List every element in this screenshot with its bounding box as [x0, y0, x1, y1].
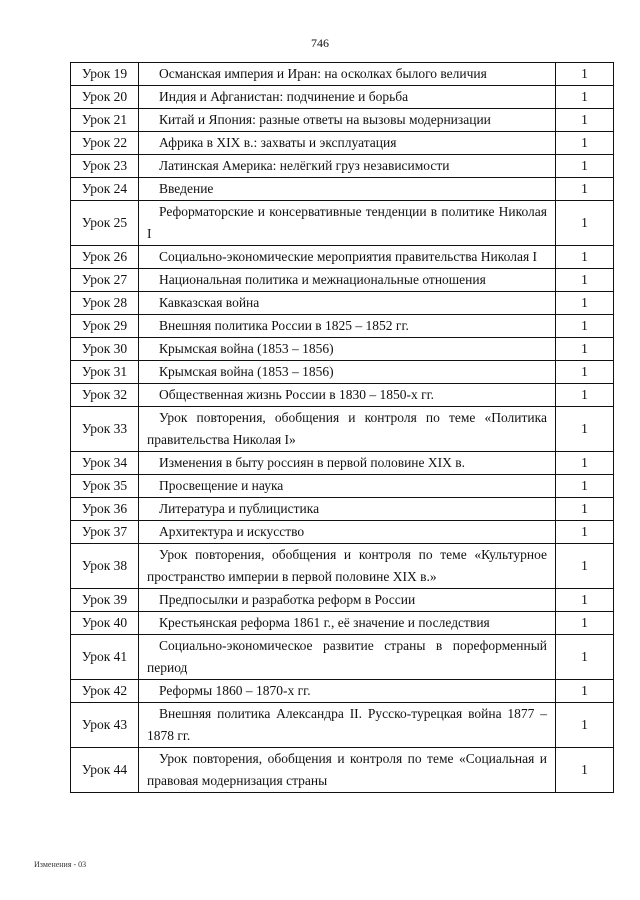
lesson-topic-cell	[139, 109, 556, 132]
lesson-topic-text: Просвещение и наука	[159, 478, 284, 493]
lesson-number-cell: Урок 25	[71, 201, 139, 246]
lesson-hours-cell: 1	[556, 315, 614, 338]
lesson-topic-text: Кавказская война	[159, 295, 260, 310]
lesson-hours-cell: 1	[556, 521, 614, 544]
lesson-topic-cell	[139, 178, 556, 201]
lesson-topic-cell	[139, 292, 556, 315]
lesson-hours-cell: 1	[556, 407, 614, 452]
table-row	[71, 680, 614, 703]
lesson-topic-text: Внешняя политика Александра II. Русско-турецкая война 1877 – 1878 гг.	[147, 706, 547, 743]
lesson-topic-cell	[139, 384, 556, 407]
lesson-hours-cell: 1	[556, 178, 614, 201]
lesson-topic-cell	[139, 498, 556, 521]
lesson-number-cell: Урок 24	[71, 178, 139, 201]
lesson-topic-cell	[139, 452, 556, 475]
page-number: 746	[311, 36, 329, 50]
table-row	[71, 703, 614, 748]
lesson-hours-cell: 1	[556, 246, 614, 269]
lesson-topic-text: Африка в XIX в.: захваты и эксплуатация	[159, 135, 397, 150]
lesson-number-cell: Урок 42	[71, 680, 139, 703]
lesson-hours-cell: 1	[556, 612, 614, 635]
lesson-topic-text: Социально-экономическое развитие страны в пореформенный период	[147, 638, 547, 675]
lesson-number-cell: Урок 34	[71, 452, 139, 475]
lesson-topic-cell	[139, 612, 556, 635]
lesson-number-cell: Урок 28	[71, 292, 139, 315]
lesson-number-cell: Урок 43	[71, 703, 139, 748]
lesson-number-cell: Урок 32	[71, 384, 139, 407]
lesson-topic-cell	[139, 269, 556, 292]
lesson-topic-text: Реформаторские и консервативные тенденции в политике Николая I	[147, 204, 547, 241]
lesson-number-cell: Урок 26	[71, 246, 139, 269]
lesson-hours-cell: 1	[556, 384, 614, 407]
lesson-topic-cell	[139, 315, 556, 338]
table-row	[71, 498, 614, 521]
lesson-topic-cell	[139, 748, 556, 793]
table-row	[71, 178, 614, 201]
table-row	[71, 384, 614, 407]
table-row	[71, 86, 614, 109]
lesson-number-cell: Урок 31	[71, 361, 139, 384]
lesson-topic-cell	[139, 589, 556, 612]
lesson-hours-cell: 1	[556, 63, 614, 86]
table-row	[71, 63, 614, 86]
lesson-schedule-table	[70, 62, 614, 793]
table-row	[71, 201, 614, 246]
lesson-topic-text: Введение	[159, 181, 214, 196]
lesson-topic-text: Урок повторения, обобщения и контроля по теме «Культурное пространство империи в первой половине XIX в.»	[147, 547, 547, 584]
lesson-topic-text: Крымская война (1853 – 1856)	[159, 364, 334, 379]
lesson-hours-cell: 1	[556, 269, 614, 292]
lesson-number-cell: Урок 41	[71, 635, 139, 680]
lesson-number-cell: Урок 36	[71, 498, 139, 521]
lesson-number-cell: Урок 35	[71, 475, 139, 498]
lesson-topic-text: Архитектура и искусство	[159, 524, 305, 539]
lesson-hours-cell: 1	[556, 544, 614, 589]
lesson-topic-text: Изменения в быту россиян в первой половине XIX в.	[159, 455, 466, 470]
lesson-topic-text: Социально-экономические мероприятия правительства Николая I	[159, 249, 538, 264]
lesson-topic-text: Крестьянская реформа 1861 г., её значение и последствия	[159, 615, 490, 630]
lesson-topic-cell	[139, 338, 556, 361]
lesson-hours-cell: 1	[556, 635, 614, 680]
lesson-topic-text: Китай и Япония: разные ответы на вызовы модернизации	[159, 112, 491, 127]
lesson-topic-text: Реформы 1860 – 1870-х гг.	[159, 683, 311, 698]
lesson-topic-text: Внешняя политика России в 1825 – 1852 гг.	[159, 318, 409, 333]
table-row	[71, 132, 614, 155]
table-row	[71, 338, 614, 361]
table-row	[71, 292, 614, 315]
lesson-number-cell: Урок 40	[71, 612, 139, 635]
table-row	[71, 407, 614, 452]
lesson-number-cell: Урок 29	[71, 315, 139, 338]
lesson-topic-text: Литература и публицистика	[159, 501, 320, 516]
table-row	[71, 155, 614, 178]
lesson-hours-cell: 1	[556, 155, 614, 178]
lesson-hours-cell: 1	[556, 292, 614, 315]
lesson-number-cell: Урок 37	[71, 521, 139, 544]
table-row	[71, 361, 614, 384]
lesson-topic-cell	[139, 63, 556, 86]
lesson-topic-text: Индия и Афганистан: подчинение и борьба	[159, 89, 409, 104]
lesson-hours-cell: 1	[556, 680, 614, 703]
lesson-hours-cell: 1	[556, 338, 614, 361]
lesson-number-cell: Урок 21	[71, 109, 139, 132]
table-row	[71, 315, 614, 338]
lesson-number-cell: Урок 30	[71, 338, 139, 361]
lesson-hours-cell: 1	[556, 132, 614, 155]
lesson-number-cell: Урок 44	[71, 748, 139, 793]
lesson-topic-cell	[139, 86, 556, 109]
lesson-hours-cell: 1	[556, 201, 614, 246]
lesson-topic-cell	[139, 475, 556, 498]
lesson-topic-text: Общественная жизнь России в 1830 – 1850-х гг.	[159, 387, 435, 402]
lesson-topic-text: Урок повторения, обобщения и контроля по теме «Политика правительства Николая I»	[147, 410, 547, 447]
table-row	[71, 521, 614, 544]
lesson-number-cell: Урок 23	[71, 155, 139, 178]
table-row	[71, 246, 614, 269]
lesson-topic-cell	[139, 703, 556, 748]
table-row	[71, 109, 614, 132]
lesson-hours-cell: 1	[556, 748, 614, 793]
lesson-hours-cell: 1	[556, 703, 614, 748]
lesson-hours-cell: 1	[556, 452, 614, 475]
lesson-hours-cell: 1	[556, 475, 614, 498]
lesson-number-cell: Урок 22	[71, 132, 139, 155]
table-row	[71, 475, 614, 498]
lesson-topic-cell	[139, 155, 556, 178]
lesson-topic-cell	[139, 544, 556, 589]
lesson-topic-text: Урок повторения, обобщения и контроля по теме «Социальная и правовая модернизация страны	[147, 751, 547, 788]
lesson-topic-text: Османская империя и Иран: на осколках былого величия	[159, 66, 487, 81]
lesson-topic-text: Национальная политика и межнациональные отношения	[159, 272, 486, 287]
lesson-number-cell: Урок 33	[71, 407, 139, 452]
lesson-topic-cell	[139, 132, 556, 155]
table-row	[71, 748, 614, 793]
lesson-topic-text: Латинская Америка: нелёгкий груз независимости	[159, 158, 450, 173]
table-row	[71, 269, 614, 292]
lesson-topic-cell	[139, 521, 556, 544]
lesson-topic-cell	[139, 361, 556, 384]
lesson-number-cell: Урок 39	[71, 589, 139, 612]
lesson-number-cell: Урок 20	[71, 86, 139, 109]
lesson-hours-cell: 1	[556, 361, 614, 384]
lesson-topic-text: Предпосылки и разработка реформ в России	[159, 592, 416, 607]
lesson-number-cell: Урок 19	[71, 63, 139, 86]
table-row	[71, 452, 614, 475]
lesson-topic-cell	[139, 201, 556, 246]
lesson-number-cell: Урок 38	[71, 544, 139, 589]
table-row	[71, 635, 614, 680]
lesson-topic-cell	[139, 680, 556, 703]
lesson-topic-cell	[139, 635, 556, 680]
lesson-hours-cell: 1	[556, 498, 614, 521]
table-row	[71, 544, 614, 589]
lesson-hours-cell: 1	[556, 109, 614, 132]
table-row	[71, 612, 614, 635]
lesson-topic-cell	[139, 246, 556, 269]
lesson-hours-cell: 1	[556, 589, 614, 612]
lesson-number-cell: Урок 27	[71, 269, 139, 292]
table-row	[71, 589, 614, 612]
lesson-topic-text: Крымская война (1853 – 1856)	[159, 341, 334, 356]
lesson-schedule-body	[71, 63, 614, 793]
lesson-hours-cell: 1	[556, 86, 614, 109]
footer-revision-note: Изменения - 03	[34, 860, 87, 869]
lesson-topic-cell	[139, 407, 556, 452]
